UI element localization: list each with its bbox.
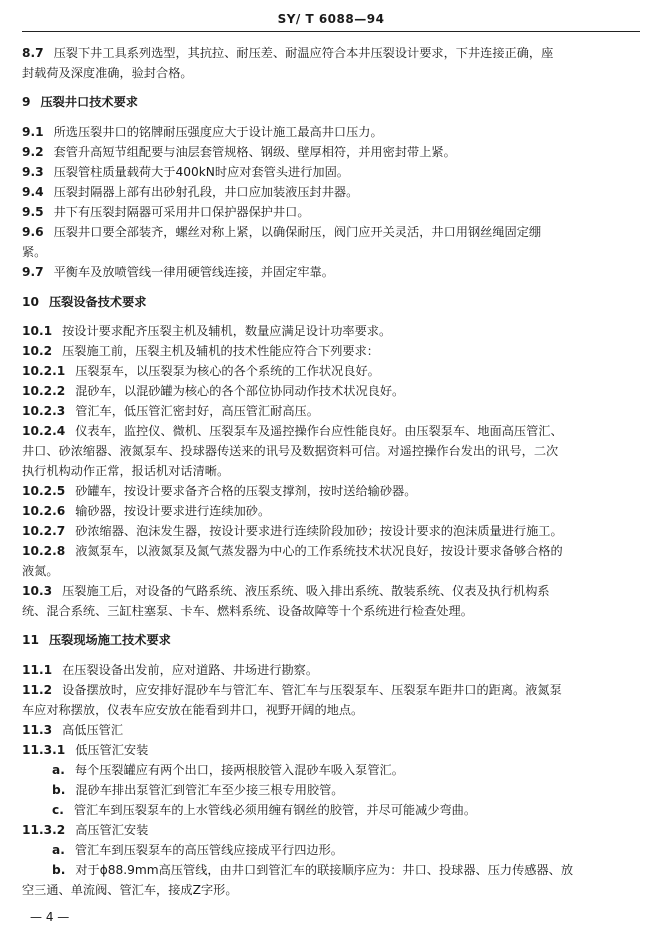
clause-number: 9.2: [22, 145, 44, 159]
text-line: [22, 343, 379, 359]
text-line: [22, 403, 319, 419]
text-line: [22, 383, 404, 399]
standard-code-header: SY/ T 6088—94: [277, 12, 385, 26]
text-line: [22, 503, 270, 519]
clause-number: 11: [22, 633, 39, 647]
clause-number: 9: [22, 95, 31, 109]
clause-number: 10.2.4: [22, 424, 66, 438]
clause-text: 压裂管柱质量载荷大于400kN时应对套管头进行加固。: [53, 165, 349, 179]
clause-number: 11.3.1: [22, 743, 66, 757]
heading-text: 压裂设备技术要求: [48, 295, 147, 309]
clause-text: 套管升高短节组配要与油层套管规格、钢级、壁厚相符，并用密封带上紧。: [53, 145, 456, 159]
clause-text: 管汇车，低压管汇密封好，高压管汇耐高压。: [75, 404, 319, 418]
clause-text: 仪表车，监控仪、微机、压裂泵车及遥控操作台应性能良好。由压裂泵车、地面高压管汇、: [75, 424, 563, 438]
clause-text: 压裂封隔器上部有出砂射孔段，井口应加装液压封井器。: [53, 185, 359, 199]
clause-text: 混砂车排出泵管汇到管汇车至少接三根专用胶管。: [75, 783, 344, 797]
clause-text: 设备摆放时，应安排好混砂车与管汇车、管汇车与压裂泵车、压裂泵车距井口的距离。液氮泵: [62, 683, 562, 697]
text-line: [22, 124, 383, 140]
clause-number: 11.1: [22, 663, 53, 677]
clause-text: 井下有压裂封隔器可采用井口保护器保护井口。: [53, 205, 310, 219]
text-line: [52, 802, 476, 818]
clause-number: 10.2.7: [22, 524, 66, 538]
clause-text: 砂浓缩器、泡沫发生器，按设计要求进行连续阶段加砂；按设计要求的泡沫质量进行施工。: [75, 524, 563, 538]
text-line: [22, 204, 310, 220]
text-line: [22, 363, 380, 379]
clause-text: 所选压裂井口的铭牌耐压强度应大于设计施工最高井口压力。: [53, 125, 383, 139]
clause-number: 10.1: [22, 324, 53, 338]
clause-text: 执行机构动作正常，报话机对话清晰。: [22, 464, 230, 478]
clause-number: b.: [52, 783, 66, 797]
clause-text: 液氮。: [22, 564, 59, 578]
clause-text: 高低压管汇: [62, 723, 124, 737]
clause-number: 10.2.6: [22, 504, 66, 518]
clause-text: 紧。: [22, 245, 47, 259]
clause-text: 压裂施工后，对设备的气路系统、液压系统、吸入排出系统、散装系统、仪表及执行机构系: [62, 584, 550, 598]
text-line: [22, 603, 473, 619]
clause-number: 10.2.1: [22, 364, 66, 378]
text-line: [22, 483, 416, 499]
text-line: [22, 722, 123, 738]
section-heading: [22, 632, 171, 648]
clause-text: 井口、砂浓缩器、液氮泵车、投球器传送来的讯号及数据资料可信。对遥控操作台发出的讯号，二次: [22, 444, 559, 458]
clause-text: 输砂器，按设计要求进行连续加砂。: [75, 504, 271, 518]
clause-text: 压裂施工前，压裂主机及辅机的技术性能应符合下列要求：: [62, 344, 379, 358]
heading-text: 压裂现场施工技术要求: [48, 633, 171, 647]
text-line: [22, 583, 550, 599]
text-line: [22, 184, 358, 200]
text-line: [22, 742, 148, 758]
clause-text: 砂罐车，按设计要求备齐合格的压裂支撑剂，按时送给输砂器。: [75, 484, 417, 498]
text-line: [22, 164, 349, 180]
text-line: [52, 862, 573, 878]
clause-number: 9.5: [22, 205, 44, 219]
text-line: [22, 662, 318, 678]
text-line: [52, 842, 343, 858]
text-line: [22, 702, 363, 718]
clause-text: 空三通、单流阀、管汇车，接成Z字形。: [22, 883, 238, 897]
text-line: [22, 882, 238, 898]
text-line: [22, 443, 558, 459]
clause-number: a.: [52, 763, 65, 777]
clause-number: c.: [52, 803, 64, 817]
text-line: [52, 782, 343, 798]
clause-text: 管汇车到压裂泵车的上水管线必须用缠有钢丝的胶管，并尽可能减少弯曲。: [73, 803, 477, 817]
text-line: [22, 463, 229, 479]
text-line: [22, 822, 148, 838]
text-line: [22, 144, 456, 160]
clause-text: 低压管汇安装: [75, 743, 149, 757]
clause-number: 9.6: [22, 225, 44, 239]
text-line: [22, 244, 46, 260]
clause-number: 9.4: [22, 185, 44, 199]
clause-text: 压裂泵车，以压裂泵为核心的各个系统的工作状况良好。: [75, 364, 380, 378]
clause-number: 10.2.8: [22, 544, 66, 558]
header-rule: [22, 31, 640, 32]
clause-text: 混砂车，以混砂罐为核心的各个部位协同动作技术状况良好。: [75, 384, 405, 398]
clause-number: 9.3: [22, 165, 44, 179]
clause-text: 在压裂设备出发前，应对道路、井场进行勘察。: [62, 663, 319, 677]
clause-number: 10.2.2: [22, 384, 66, 398]
clause-number: 8.7: [22, 46, 44, 60]
clause-number: 10.2: [22, 344, 53, 358]
clause-number: b.: [52, 863, 66, 877]
clause-number: 11.3: [22, 723, 53, 737]
text-line: [22, 563, 59, 579]
text-line: [22, 523, 563, 539]
clause-text: 封载荷及深度准确，验封合格。: [22, 66, 193, 80]
clause-text: 统、混合系统、三缸柱塞泵、卡车、燃料系统、设备故障等十个系统进行检查处理。: [22, 604, 473, 618]
clause-text: 压裂井口要全部装齐，螺丝对称上紧，以确保耐压，阀门应开关灵活，井口用钢丝绳固定绷: [53, 225, 542, 239]
clause-text: 液氮泵车，以液氮泵及氮气蒸发器为中心的工作系统技术状况良好，按设计要求备够合格的: [75, 544, 563, 558]
section-heading: [22, 94, 138, 110]
clause-number: 11.3.2: [22, 823, 66, 837]
clause-text: 每个压裂罐应有两个出口，接两根胶管入混砂车吸入泵管汇。: [74, 763, 404, 777]
clause-text: 车应对称摆放，仪表车应安放在能看到井口，视野开阔的地点。: [22, 703, 364, 717]
clause-number: 10.3: [22, 584, 53, 598]
clause-number: 10.2.5: [22, 484, 66, 498]
clause-number: 11.2: [22, 683, 53, 697]
text-line: [22, 224, 541, 240]
text-line: [22, 543, 563, 559]
page-number: — 4 —: [30, 910, 70, 924]
text-line: [22, 45, 553, 61]
clause-text: 按设计要求配齐压裂主机及辅机，数量应满足设计功率要求。: [62, 324, 392, 338]
clause-text: 压裂下井工具系列选型，其抗拉、耐压差、耐温应符合本井压裂设计要求，下井连接正确，座: [53, 46, 554, 60]
text-line: [22, 423, 563, 439]
heading-text: 压裂井口技术要求: [40, 95, 138, 109]
text-line: [22, 264, 334, 280]
text-line: [22, 65, 193, 81]
clause-number: 9.7: [22, 265, 44, 279]
clause-number: 9.1: [22, 125, 44, 139]
clause-number: 10: [22, 295, 39, 309]
text-line: [52, 762, 404, 778]
clause-number: a.: [52, 843, 65, 857]
clause-text: 对于ϕ88.9mm高压管线，由井口到管汇车的联接顺序应为：井口、投球器、压力传感器、放: [75, 863, 574, 877]
section-heading: [22, 294, 146, 310]
clause-text: 管汇车到压裂泵车的高压管线应接成平行四边形。: [74, 843, 343, 857]
clause-number: 10.2.3: [22, 404, 66, 418]
clause-text: 平衡车及放喷管线一律用硬管线连接，并固定牢靠。: [53, 265, 334, 279]
text-line: [22, 323, 391, 339]
clause-text: 高压管汇安装: [75, 823, 149, 837]
text-line: [22, 682, 562, 698]
